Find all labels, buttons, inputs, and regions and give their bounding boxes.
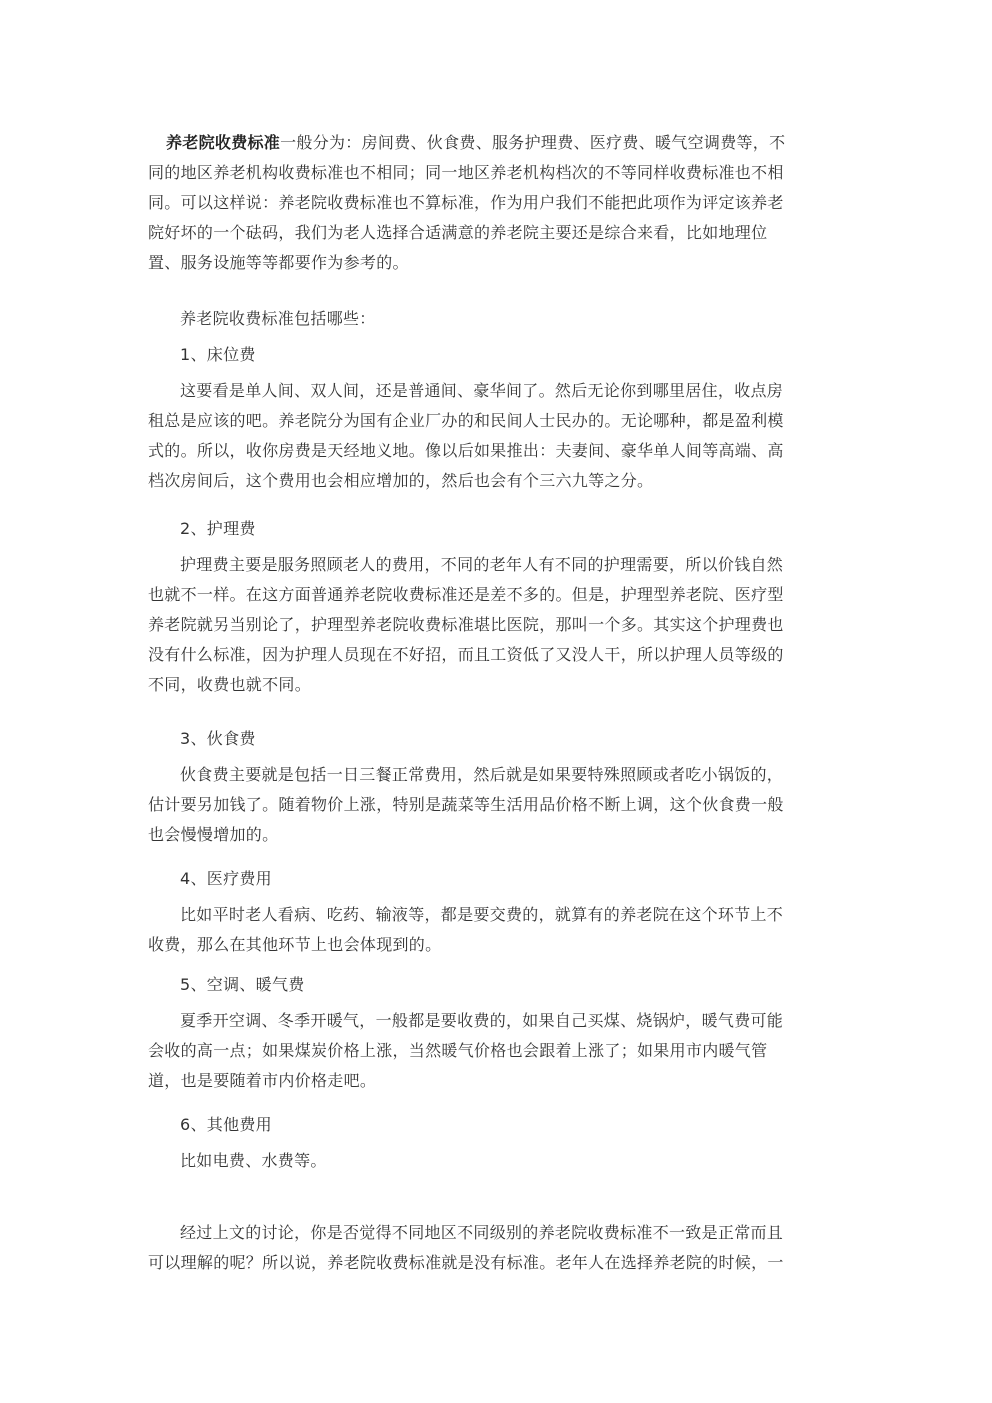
- section-line: 道，也是要随着市内价格走吧。: [148, 1071, 377, 1090]
- section-line: 也就不一样。在这方面普通养老院收费标准还是差不多的。但是，护理型养老院、医疗型: [148, 585, 784, 604]
- list-heading: [180, 304, 864, 334]
- section-title-text: 3、伙食费: [180, 729, 256, 748]
- intro-line: 置、服务设施等等都要作为参考的。: [148, 253, 409, 272]
- intro-paragraph: [148, 128, 832, 278]
- section-line: 没有什么标准，因为护理人员现在不好招，而且工资低了又没人干，所以护理人员等级的: [148, 645, 784, 664]
- section-line: 比如平时老人看病、吃药、输液等，都是要交费的，就算有的养老院在这个环节上不: [180, 905, 784, 924]
- section-3-body: [148, 760, 832, 850]
- conclusion-paragraph: [148, 1218, 832, 1278]
- section-4-body: [148, 900, 832, 960]
- section-title-text: 4、医疗费用: [180, 869, 272, 888]
- section-line: 比如电费、水费等。: [180, 1151, 327, 1170]
- section-line: 不同，收费也就不同。: [148, 675, 312, 694]
- section-2-body: [148, 550, 832, 700]
- section-2-title: [180, 514, 864, 544]
- section-line: 式的。所以，收你房费是天经地义地。像以后如果推出：夫妻间、豪华单人间等高端、高: [148, 441, 784, 460]
- intro-line: 同的地区养老机构收费标准也不相同；同一地区养老机构档次的不等同样收费标准也不相: [148, 163, 784, 182]
- section-6-title: [180, 1110, 864, 1140]
- conclusion-line: 经过上文的讨论，你是否觉得不同地区不同级别的养老院收费标准不一致是正常而且: [180, 1223, 784, 1242]
- section-line: 夏季开空调、冬季开暖气，一般都是要收费的，如果自己买煤、烧锅炉，暖气费可能: [180, 1011, 784, 1030]
- list-heading-text: 养老院收费标准包括哪些：: [180, 309, 376, 328]
- section-line: 护理费主要是服务照顾老人的费用，不同的老年人有不同的护理需要，所以价钱自然: [180, 555, 784, 574]
- section-line: 伙食费主要就是包括一日三餐正常费用，然后就是如果要特殊照顾或者吃小锅饭的，: [180, 765, 784, 784]
- section-5-body: [148, 1006, 832, 1096]
- section-title-text: 5、空调、暖气费: [180, 975, 305, 994]
- section-3-title: [180, 724, 864, 754]
- section-line: 也会慢慢增加的。: [148, 825, 279, 844]
- section-title-text: 1、床位费: [180, 345, 256, 364]
- section-title-text: 6、其他费用: [180, 1115, 272, 1134]
- intro-lead-bold: 养老院收费标准: [166, 133, 281, 152]
- intro-line: 同。可以这样说：养老院收费标准也不算标准，作为用户我们不能把此项作为评定该养老: [148, 193, 784, 212]
- intro-first-line: [148, 128, 832, 158]
- conclusion-line: 可以理解的呢？所以说，养老院收费标准就是没有标准。老年人在选择养老院的时候，一: [148, 1253, 784, 1272]
- section-title-text: 2、护理费: [180, 519, 256, 538]
- section-line: 这要看是单人间、双人间，还是普通间、豪华间了。然后无论你到哪里居住，收点房: [180, 381, 784, 400]
- section-line: 档次房间后，这个费用也会相应增加的，然后也会有个三六九等之分。: [148, 471, 654, 490]
- section-line: 收费，那么在其他环节上也会体现到的。: [148, 935, 442, 954]
- section-line: 会收的高一点；如果煤炭价格上涨，当然暖气价格也会跟着上涨了；如果用市内暖气管: [148, 1041, 768, 1060]
- intro-lead-rest: 一般分为：房间费、伙食费、服务护理费、医疗费、暖气空调费等，不: [280, 133, 786, 152]
- section-6-body: [148, 1146, 832, 1176]
- section-4-title: [180, 864, 864, 894]
- section-1-body: [148, 376, 832, 496]
- section-line: 养老院就另当别论了，护理型养老院收费标准堪比医院，那叫一个多。其实这个护理费也: [148, 615, 784, 634]
- section-line: 租总是应该的吧。养老院分为国有企业厂办的和民间人士民办的。无论哪种，都是盈利模: [148, 411, 784, 430]
- intro-line: 院好坏的一个砝码，我们为老人选择合适满意的养老院主要还是综合来看，比如地理位: [148, 223, 768, 242]
- section-line: 估计要另加钱了。随着物价上涨，特别是蔬菜等生活用品价格不断上调，这个伙食费一般: [148, 795, 784, 814]
- section-5-title: [180, 970, 864, 1000]
- section-1-title: [180, 340, 864, 370]
